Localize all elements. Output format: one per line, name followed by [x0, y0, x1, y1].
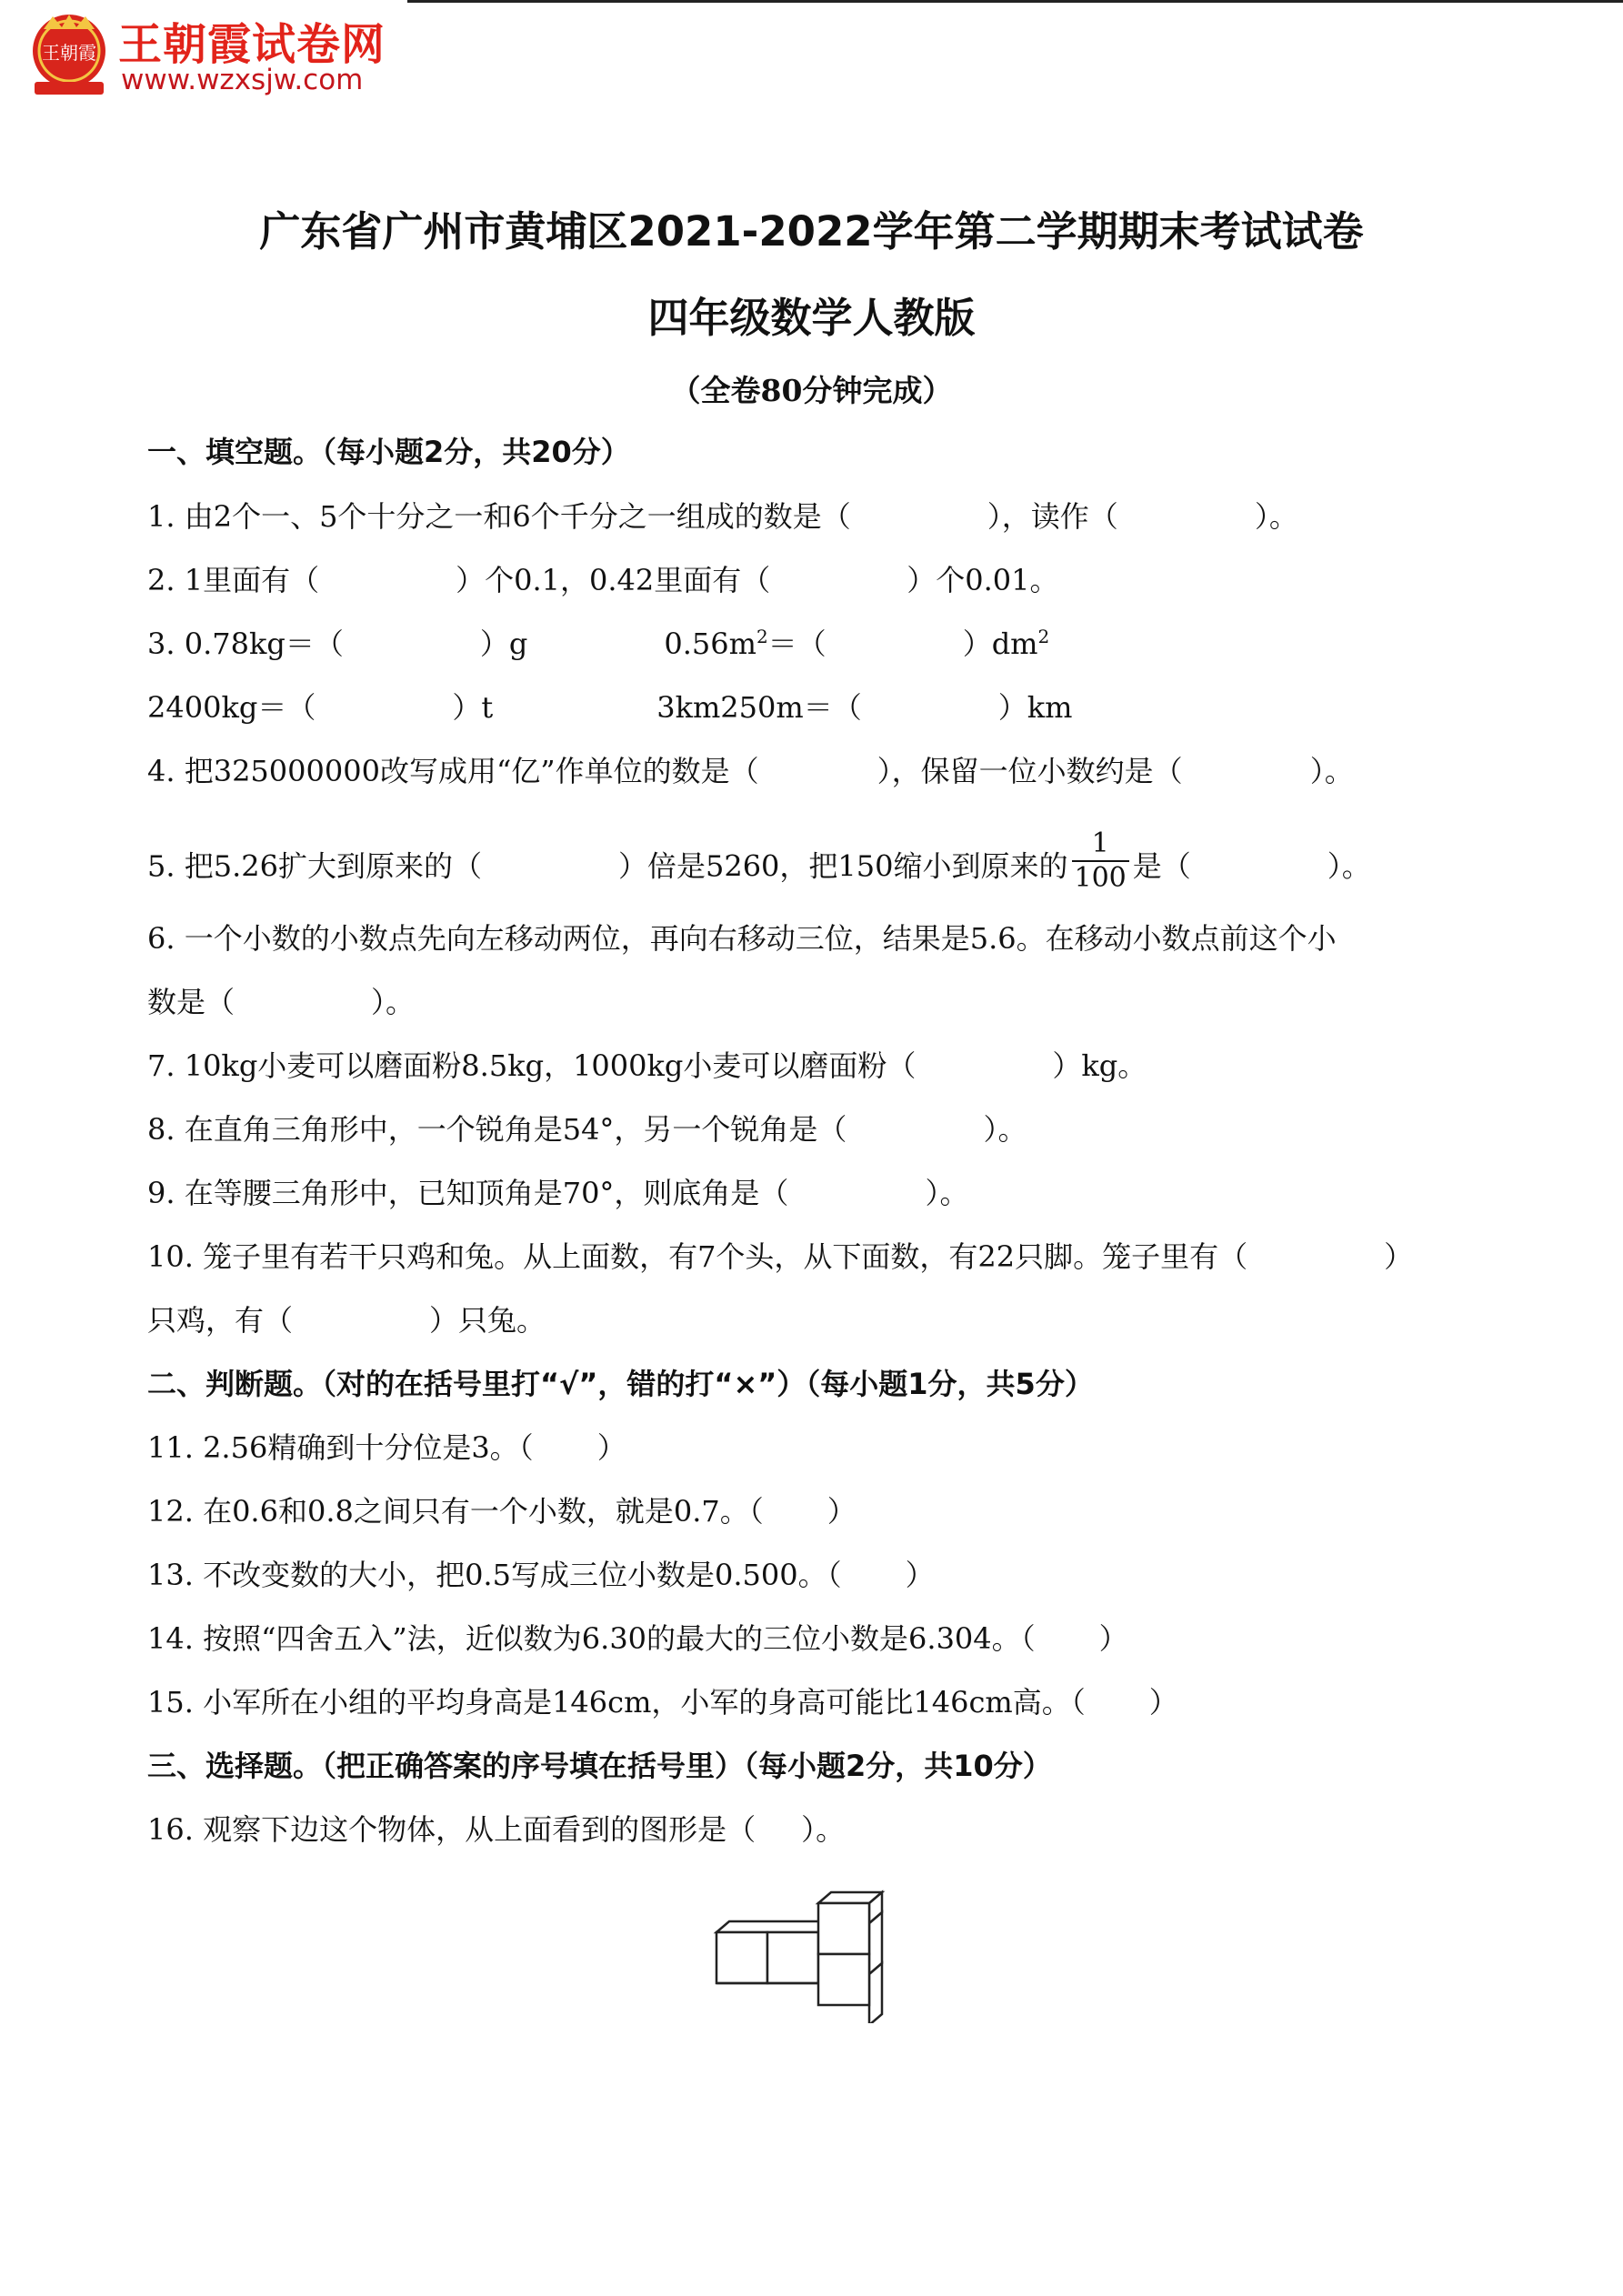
- question-14: 14. 按照“四舍五入”法，近似数为6.30的最大的三位小数是6.304。（ ）: [147, 1621, 1128, 1656]
- question-4: 4. 把325000000改写成用“亿”作单位的数是（ ），保留一位小数约是（ ）。: [147, 754, 1354, 788]
- question-3-row1: 3. 0.78kg＝（ ）g $0.56m^2=$（ ）$dm^2$: [147, 626, 1050, 661]
- section1-heading: 一、填空题。（每小题2分，共20分）: [147, 435, 630, 469]
- fraction-1-100: $\frac{1}{100}$: [1072, 827, 1129, 895]
- question-15: 15. 小军所在小组的平均身高是146cm，小军的身高可能比146cm高。（ ）: [147, 1685, 1178, 1719]
- brand-name: 王朝霞试卷网: [118, 19, 386, 70]
- brand-logo: [27, 9, 118, 100]
- question-10-line1: 10. 笼子里有若干只鸡和兔。从上面数，有7个头，从下面数，有22只脚。笼子里有（ ）: [147, 1239, 1414, 1274]
- question-7: 7. 10kg小麦可以磨面粉8.5kg，1000kg小麦可以磨面粉（ ）kg。: [147, 1048, 1147, 1083]
- question-12: 12. 在0.6和0.8之间只有一个小数，就是0.7。（ ）: [147, 1494, 857, 1529]
- logo-text: 王朝霞: [42, 42, 96, 64]
- top-rule: [407, 0, 1623, 3]
- time-note: （全卷80分钟完成）: [670, 373, 953, 408]
- question-13: 13. 不改变数的大小，把0.5写成三位小数是0.500。（ ）: [147, 1558, 935, 1592]
- question-5: 5. 把5.26扩大到原来的（ ）倍是5260，把150缩小到原来的 $\frac{1}{100}$ 是（ ）。: [147, 827, 1371, 894]
- section2-heading: 二、判断题。（对的在括号里打“√”，错的打“×”）（每小题1分，共5分）: [147, 1367, 1094, 1401]
- question-2: 2. 1里面有（ ）个0.1，0.42里面有（ ）个0.01。: [147, 563, 1059, 597]
- question-3-row2: 2400kg＝（ ）t 3km250m＝（ ）km: [147, 690, 1073, 725]
- question-8: 8. 在直角三角形中，一个锐角是54°，另一个锐角是（ ）。: [147, 1112, 1027, 1147]
- question-1: 1. 由2个一、5个十分之一和6个千分之一组成的数是（ ），读作（ ）。: [147, 499, 1298, 534]
- brand-url[interactable]: www.wzxsjw.com: [121, 64, 364, 96]
- exam-subtitle: 四年级数学人教版: [647, 294, 976, 342]
- question-6-line2: 数是（ ）。: [147, 985, 416, 1019]
- question-11: 11. 2.56精确到十分位是3。（ ）: [147, 1430, 626, 1465]
- section3-heading: 三、选择题。（把正确答案的序号填在括号里）（每小题2分，共10分）: [147, 1749, 1052, 1783]
- question-9: 9. 在等腰三角形中，已知顶角是70°，则底角是（ ）。: [147, 1176, 969, 1210]
- question-10-line2: 只鸡，有（ ）只兔。: [147, 1303, 546, 1338]
- question-6-line1: 6. 一个小数的小数点先向左移动两位，再向右移动三位，结果是5.6。在移动小数点前这个小: [147, 921, 1337, 956]
- question-16: 16. 观察下边这个物体，从上面看到的图形是（ ）。: [147, 1812, 846, 1847]
- exam-title: 广东省广州市黄埔区2021-2022学年第二学期期末考试试卷: [259, 207, 1364, 256]
- cube-stack-figure: [707, 1887, 889, 2023]
